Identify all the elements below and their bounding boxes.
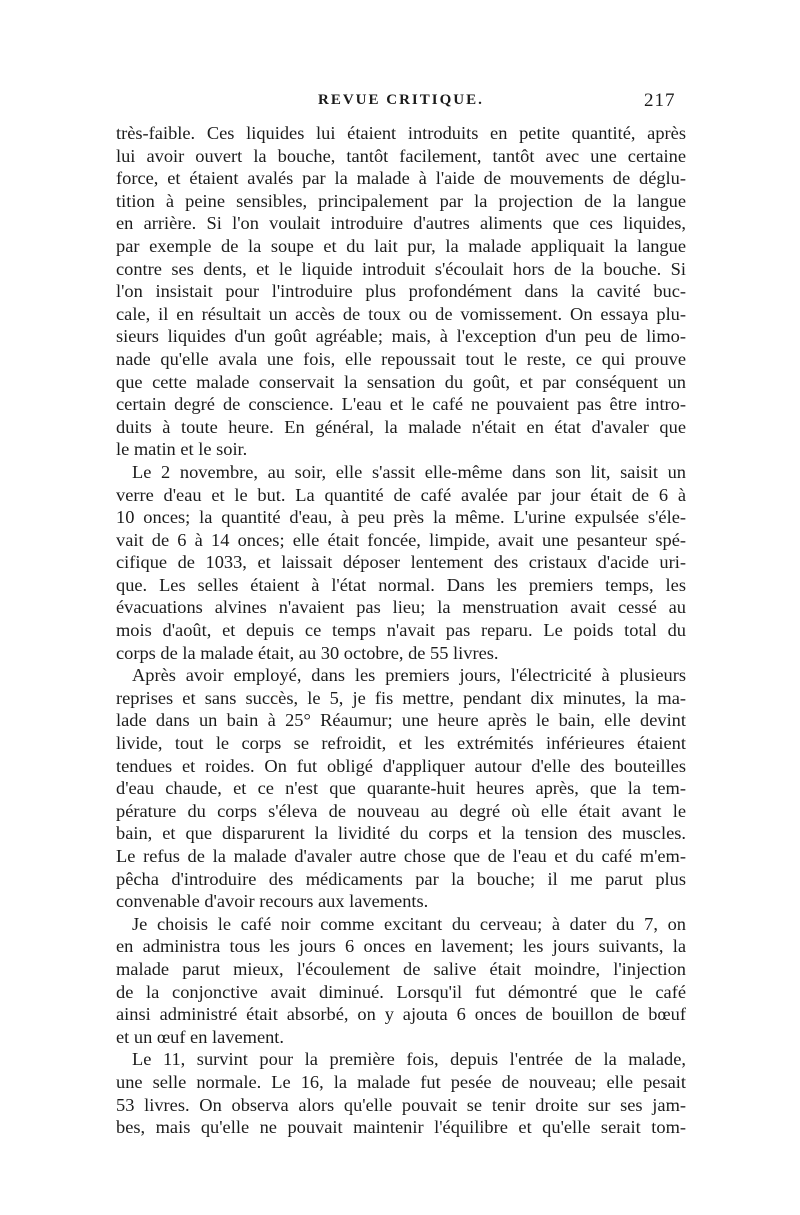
text-line: bain, et que disparurent la lividité du corps et la tension des muscles. <box>116 823 686 844</box>
text-line: malade parut mieux, l'écoulement de salive était moindre, l'injection <box>116 958 686 979</box>
text-line: 10 onces; la quantité d'eau, à peu près la même. L'urine expulsée s'éle- <box>116 507 686 528</box>
text-line: par exemple de la soupe et du lait pur, la malade appliquait la langue <box>116 235 686 256</box>
text-line: nade qu'elle avala une fois, elle repoussait tout le reste, ce qui prouve <box>116 348 686 369</box>
text-line: en administra tous les jours 6 onces en lavement; les jours suivants, la <box>116 936 686 957</box>
text-line: certain degré de conscience. L'eau et le café ne pouvaient pas être intro- <box>116 394 686 415</box>
text-line: de la conjonctive avait diminué. Lorsqu'il fut démontré que le café <box>116 981 686 1002</box>
text-line: que. Les selles étaient à l'état normal. Dans les premiers temps, les <box>116 574 686 595</box>
text-line: Le 2 novembre, au soir, elle s'assit elle-même dans son lit, saisit un <box>132 461 686 482</box>
text-line: ainsi administré était absorbé, on y ajouta 6 onces de bouillon de bœuf <box>116 1004 686 1025</box>
text-line: force, et étaient avalés par la malade à l'aide de mouvements de déglu- <box>116 168 686 189</box>
text-line: très-faible. Ces liquides lui étaient introduits en petite quantité, après <box>116 123 686 143</box>
running-head <box>0 92 800 116</box>
text-line: Après avoir employé, dans les premiers jours, l'électricité à plusieurs <box>132 665 686 686</box>
text-line: corps de la malade était, au 30 octobre, de 55 livres. <box>116 642 499 663</box>
text-line: vait de 6 à 14 onces; elle était foncée, limpide, avait une pesanteur spé- <box>116 529 686 550</box>
text-line: Le 11, survint pour la première fois, depuis l'entrée de la malade, <box>132 1049 686 1070</box>
text-line: lui avoir ouvert la bouche, tantôt facilement, tantôt avec une certaine <box>116 145 686 166</box>
text-line: sieurs liquides d'un goût agréable; mais, à l'exception d'un peu de limo- <box>116 326 686 347</box>
text-line: livide, tout le corps se refroidit, et les extrémités inférieures étaient <box>116 733 686 754</box>
text-line: bes, mais qu'elle ne pouvait maintenir l'équilibre et qu'elle serait tom- <box>116 1117 686 1138</box>
text-line: reprises et sans succès, le 5, je fis mettre, pendant dix minutes, la ma- <box>116 687 686 708</box>
text-line: verre d'eau et le but. La quantité de café avalée par jour était de 6 à <box>116 484 686 505</box>
text-line: que cette malade conservait la sensation du goût, et par conséquent un <box>116 371 686 392</box>
text-line: duits à toute heure. En général, la malade n'était en état d'avaler que <box>116 416 686 437</box>
page-number: 217 <box>644 90 676 111</box>
running-title: REVUE CRITIQUE. <box>318 92 484 108</box>
text-line: pérature du corps s'éleva de nouveau au degré où elle était avant le <box>116 800 686 821</box>
text-line: lade dans un bain à 25° Réaumur; une heure après le bain, elle devint <box>116 710 686 731</box>
text-line: convenable d'avoir recours aux lavements. <box>116 891 429 912</box>
text-line: évacuations alvines n'avaient pas lieu; la menstruation avait cessé au <box>116 597 686 618</box>
text-line: Le refus de la malade d'avaler autre chose que de l'eau et du café m'em- <box>116 846 686 866</box>
text-line: contre ses dents, et le liquide introduit s'écoulait hors de la bouche. Si <box>116 258 686 279</box>
text-line: cale, il en résultait un accès de toux ou de vomissement. On essaya plu- <box>116 303 686 324</box>
text-line: mois d'août, et depuis ce temps n'avait pas reparu. Le poids total du <box>116 620 686 641</box>
text-line: cifique de 1033, et laissait déposer lentement des cristaux d'acide uri- <box>116 552 686 573</box>
text-line: d'eau chaude, et ce n'est que quarante-huit heures après, que la tem- <box>116 778 686 799</box>
text-line: tition à peine sensibles, principalement par la projection de la langue <box>116 190 686 211</box>
text-line: en arrière. Si l'on voulait introduire d'autres aliments que ces liquides, <box>116 213 686 234</box>
text-line: Je choisis le café noir comme excitant du cerveau; à dater du 7, on <box>132 913 686 934</box>
body-text <box>116 122 686 1139</box>
text-line: une selle normale. Le 16, la malade fut pesée de nouveau; elle pesait <box>116 1071 686 1092</box>
text-line: le matin et le soir. <box>116 439 248 460</box>
text-line: pêcha d'introduire des médicaments par la bouche; il me parut plus <box>116 868 686 889</box>
text-line: et un œuf en lavement. <box>116 1026 285 1047</box>
text-line: tendues et roides. On fut obligé d'appliquer autour d'elle des bouteilles <box>116 755 686 776</box>
text-line: l'on insistait pour l'introduire plus profondément dans la cavité buc- <box>116 281 686 302</box>
text-line: 53 livres. On observa alors qu'elle pouvait se tenir droite sur ses jam- <box>116 1094 686 1115</box>
